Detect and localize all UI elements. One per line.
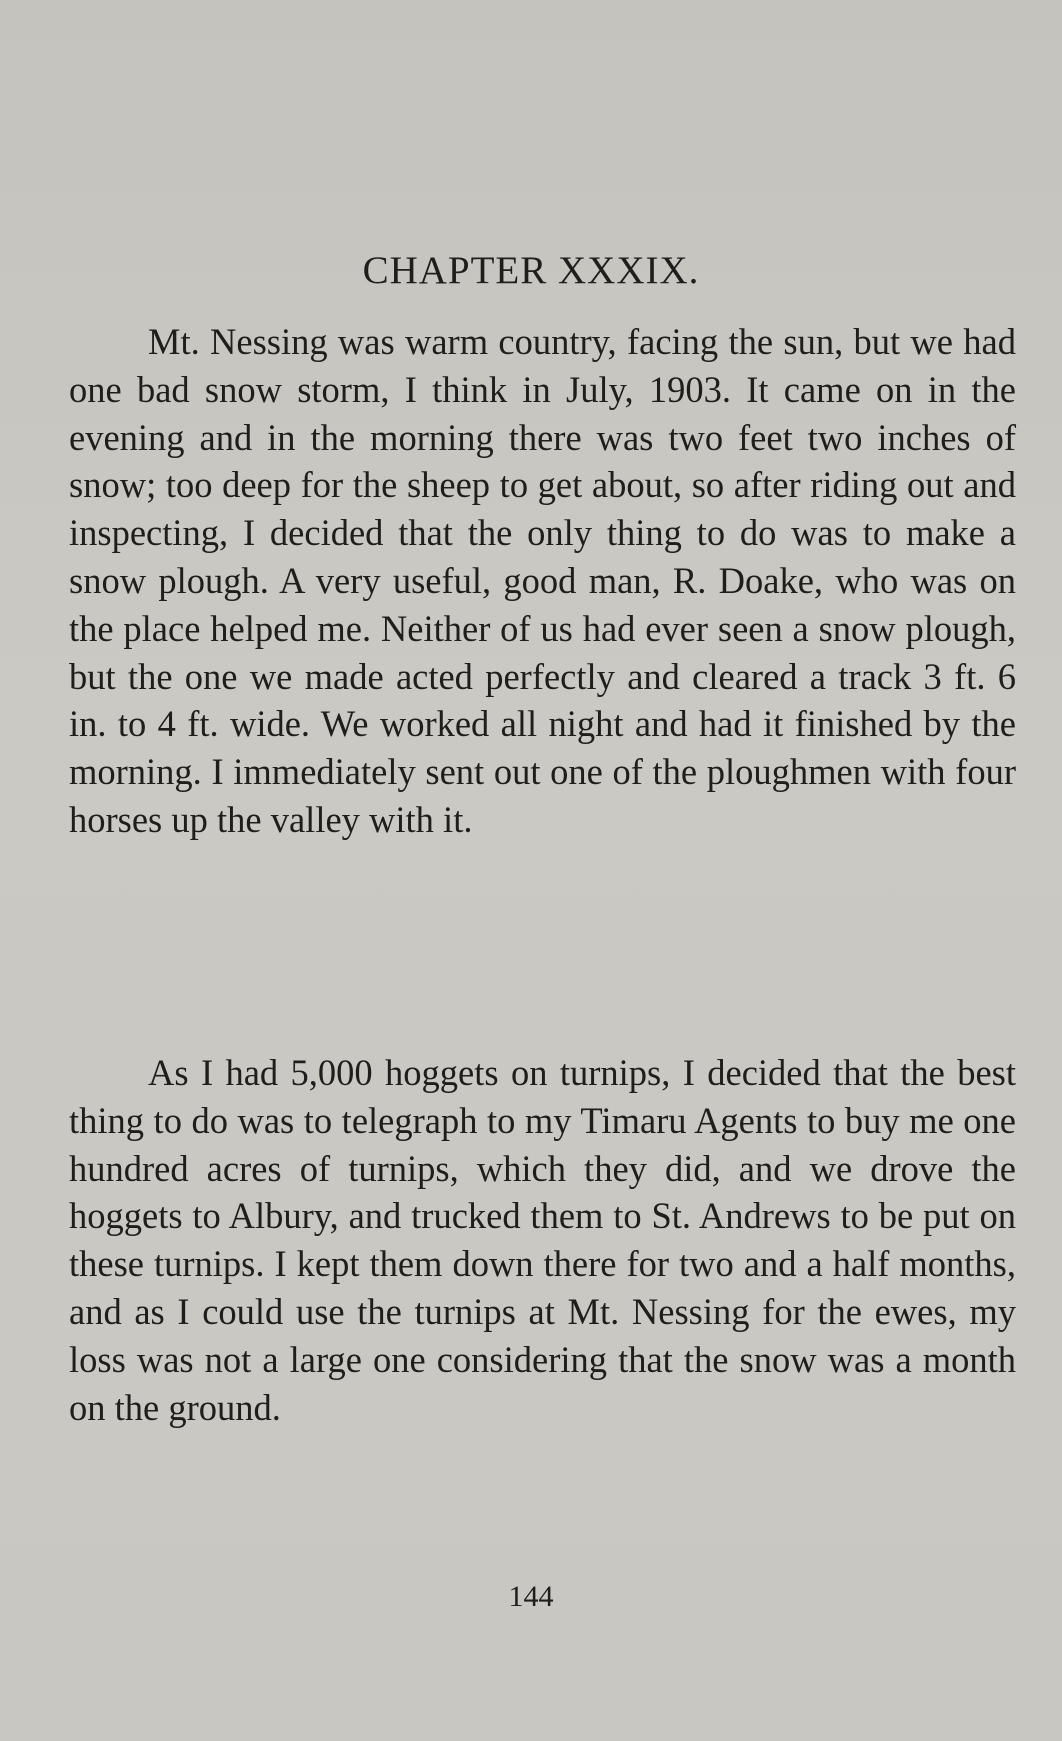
paragraph-2 bbox=[69, 1049, 1016, 1431]
chapter-title: CHAPTER XXXIX. bbox=[362, 249, 700, 292]
paragraph-2-text: As I had 5,000 hoggets on turnips, I decided that the best thing to do was to telegraph to my Timaru Agents to buy me one hundred acres of turnips, which they did, and we drove the hoggets to Albury, and trucked them to St. Andrews to be put on these turnips. I kept them down there for two and a half months, and as I could use the turnips at Mt. Nessing for the ewes, my loss was not a large one considering that the snow was a month on the ground. bbox=[69, 1052, 1016, 1428]
paragraph-1 bbox=[69, 318, 1016, 844]
paragraph-1-text: Mt. Nessing was warm country, facing the sun, but we had one bad snow storm, I think in July, 1903. It came on in the evening and in the morning there was two feet two inches of snow; too deep for the sheep to get about, so after riding out and inspecting, I decided that the only thing to do was to make a snow plough. A very useful, good man, R. Doake, who was on the place helped me. Neither of us had ever seen a snow plough, but the one we made acted perfectly and cleared a track 3 ft. 6 in. to 4 ft. wide. We worked all night and had it finished by the morning. I immediately sent out one of the ploughmen with four horses up the valley with it. bbox=[69, 321, 1016, 840]
page-number: 144 bbox=[508, 1580, 554, 1613]
